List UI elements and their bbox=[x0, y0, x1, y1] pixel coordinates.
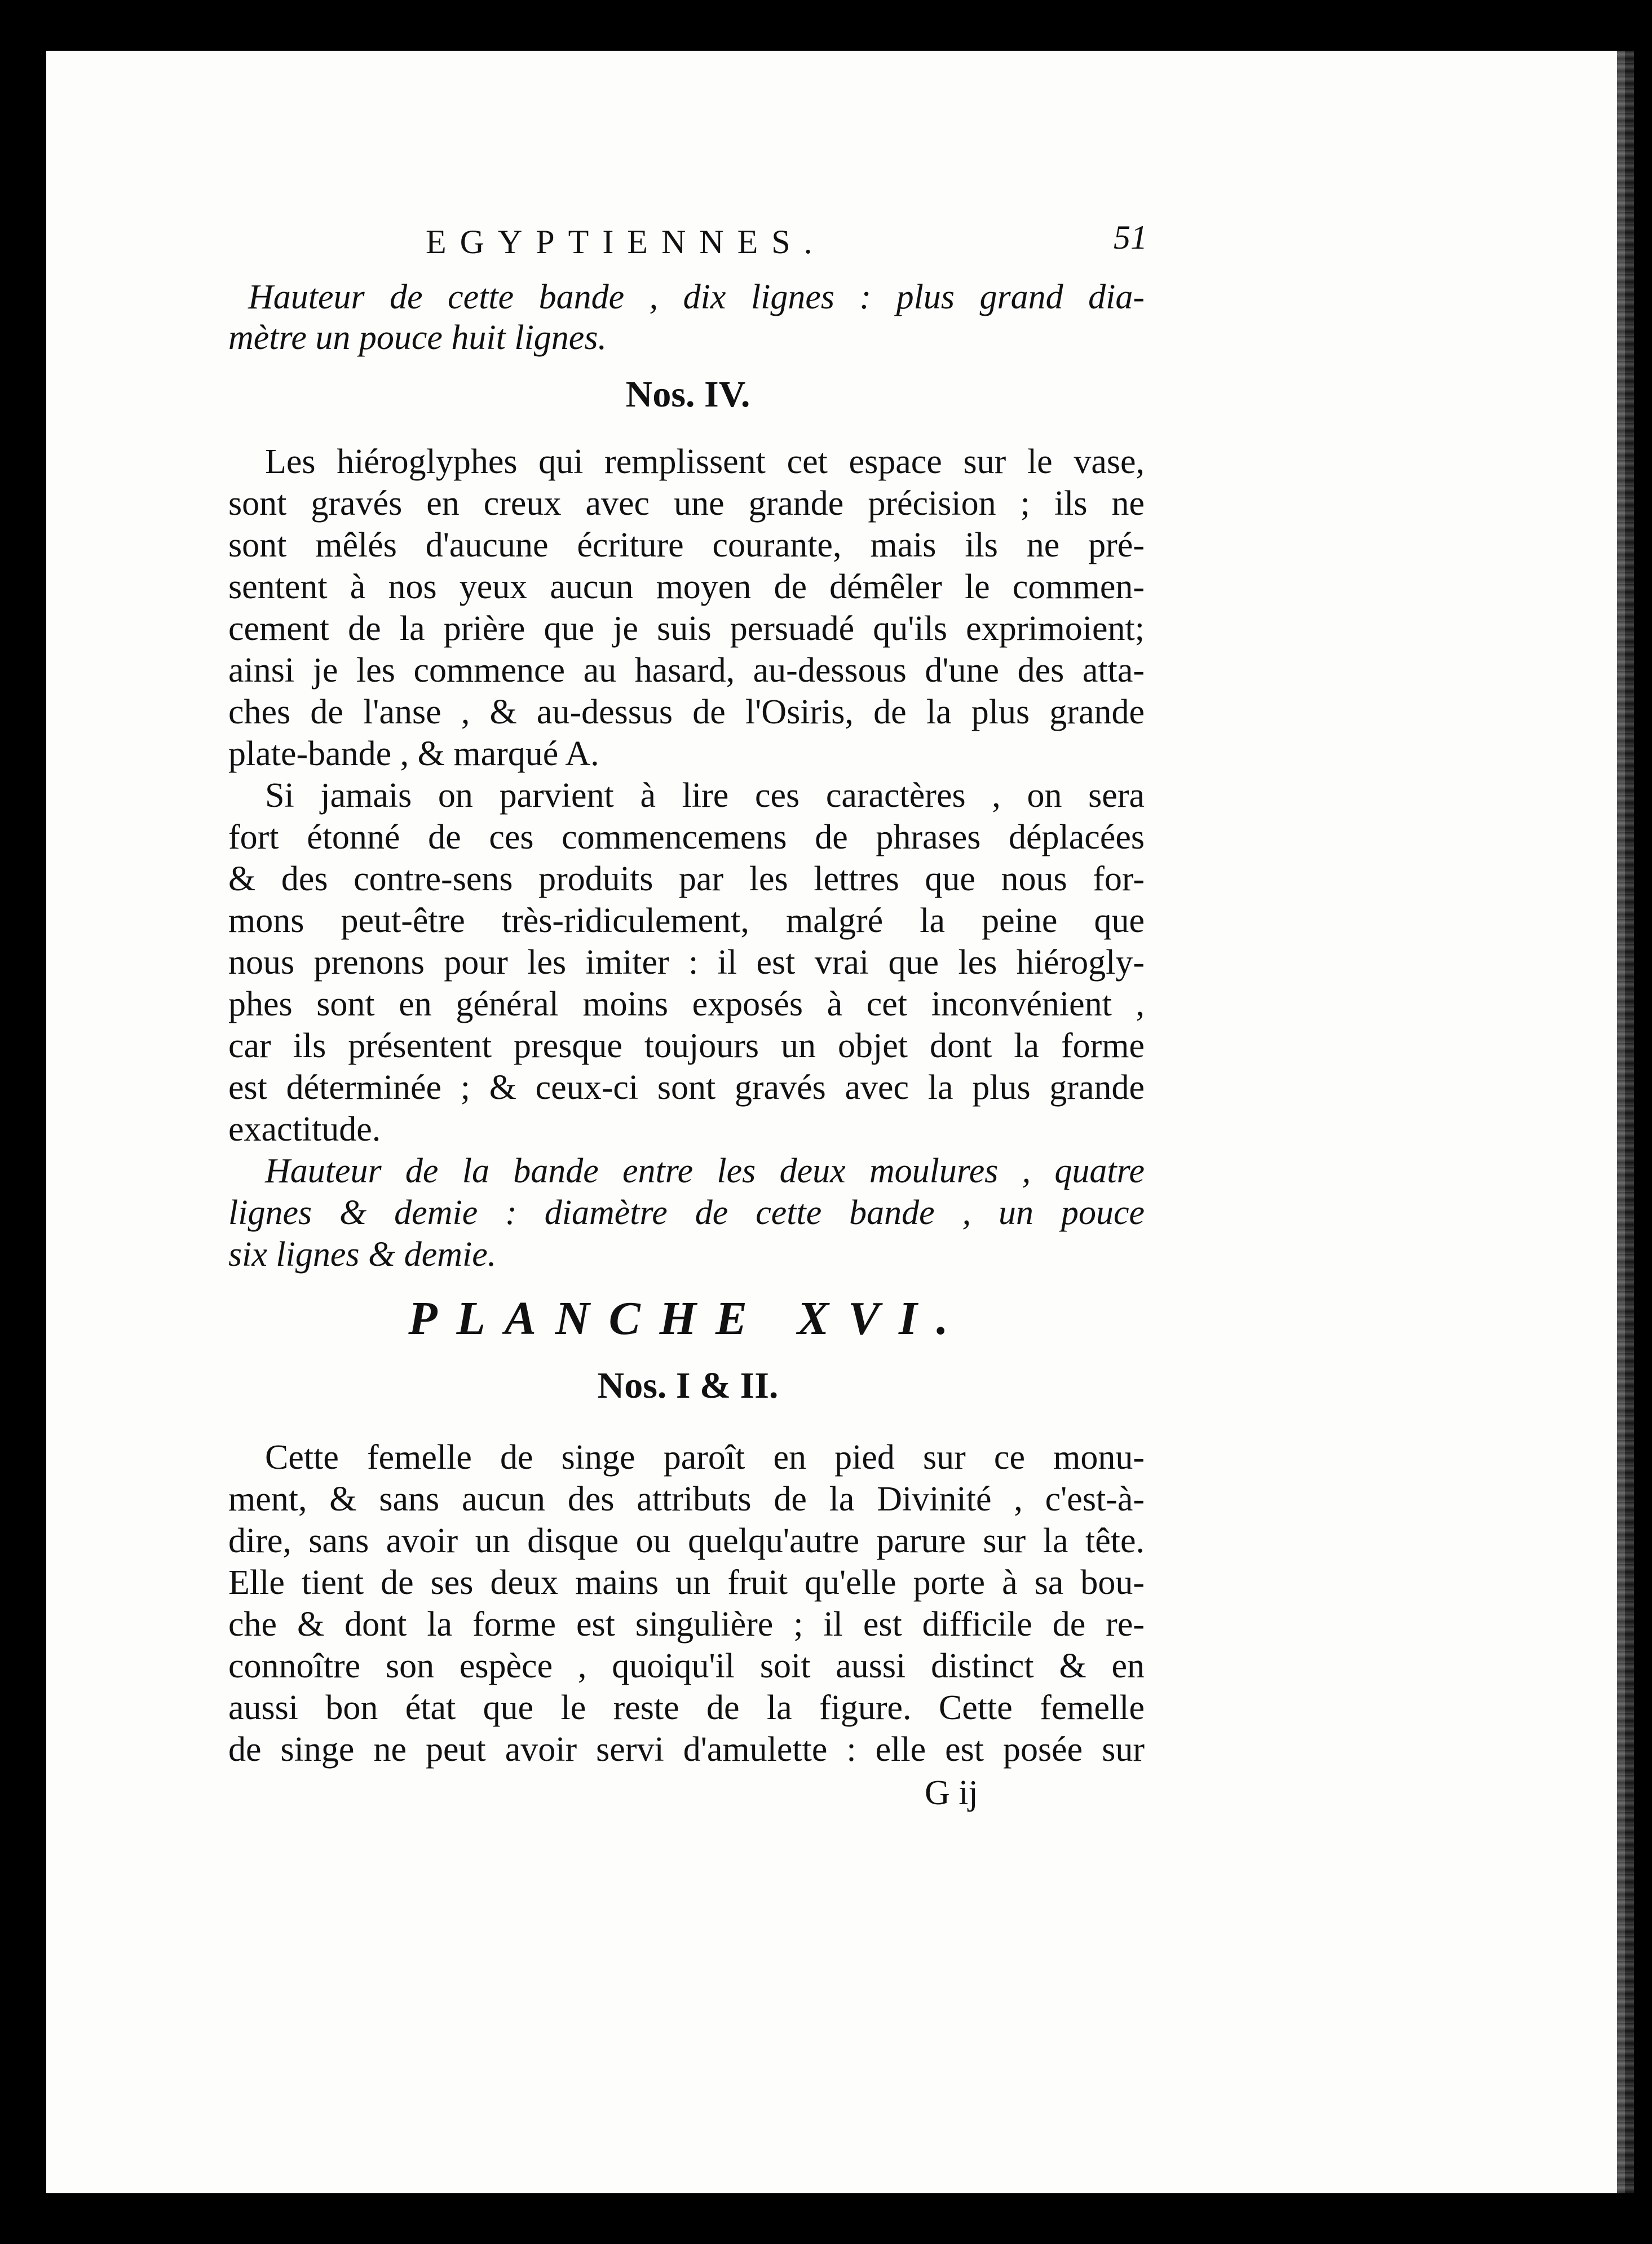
section-heading: Nos. I & II. bbox=[597, 1365, 779, 1406]
plate-title: PLANCHE XVI. bbox=[408, 1292, 968, 1345]
text-line: phes sont en général moins exposés à cet inconvénient , bbox=[228, 985, 1145, 1023]
text-line: ment, & sans aucun des attributs de la Divinité , c'est-à- bbox=[228, 1480, 1145, 1518]
text-line: nous prenons pour les imiter : il est vrai que les hiérogly- bbox=[228, 943, 1145, 982]
page-edge-shadow bbox=[1617, 51, 1634, 2193]
text-line: connoître son espèce , quoiqu'il soit aussi distinct & en bbox=[228, 1647, 1145, 1685]
text-line: sentent à nos yeux aucun moyen de démêler le commen- bbox=[228, 568, 1145, 606]
text-line: car ils présentent presque toujours un objet dont la forme bbox=[228, 1027, 1145, 1065]
page-number: 51 bbox=[1114, 219, 1147, 256]
text-line: exactitude. bbox=[228, 1110, 381, 1148]
section-heading: Nos. IV. bbox=[625, 374, 750, 415]
text-line: Hauteur de cette bande , dix lignes : plus grand dia- bbox=[248, 278, 1145, 316]
text-line: Hauteur de la bande entre les deux moulures , quatre bbox=[265, 1152, 1145, 1190]
text-line: & des contre-sens produits par les lettres que nous for- bbox=[228, 860, 1145, 898]
running-title: EGYPTIENNES. bbox=[426, 223, 826, 260]
text-line: lignes & demie : diamètre de cette bande , un pouce bbox=[228, 1194, 1145, 1232]
running-header bbox=[228, 219, 1147, 279]
text-line: che & dont la forme est singulière ; il est difficile de re- bbox=[228, 1605, 1145, 1644]
text-line: mons peut-être très-ridiculement, malgré la peine que bbox=[228, 902, 1145, 940]
text-line: mètre un pouce huit lignes. bbox=[228, 319, 607, 357]
signature-mark: G ij bbox=[925, 1774, 978, 1812]
text-line: aussi bon état que le reste de la figure. Cette femelle bbox=[228, 1689, 1145, 1727]
text-line: six lignes & demie. bbox=[228, 1235, 497, 1274]
text-line: cement de la prière que je suis persuadé qu'ils exprimoient; bbox=[228, 609, 1145, 648]
text-line: sont gravés en creux avec une grande précision ; ils ne bbox=[228, 484, 1145, 523]
text-line: Cette femelle de singe paroît en pied sur ce monu- bbox=[265, 1438, 1145, 1477]
text-line: de singe ne peut avoir servi d'amulette : elle est posée sur bbox=[228, 1730, 1145, 1769]
text-line: ainsi je les commence au hasard, au-dessous d'une des atta- bbox=[228, 651, 1145, 690]
text-line: Elle tient de ses deux mains un fruit qu'elle porte à sa bou- bbox=[228, 1563, 1145, 1602]
text-line: est déterminée ; & ceux-ci sont gravés avec la plus grande bbox=[228, 1068, 1145, 1107]
text-line: Les hiéroglyphes qui remplissent cet espace sur le vase, bbox=[265, 443, 1145, 481]
text-line: fort étonné de ces commencemens de phrases déplacées bbox=[228, 818, 1145, 856]
text-line: dire, sans avoir un disque ou quelqu'autre parure sur la tête. bbox=[228, 1522, 1145, 1560]
text-line: ches de l'anse , & au-dessus de l'Osiris, de la plus grande bbox=[228, 693, 1145, 731]
text-line: sont mêlés d'aucune écriture courante, mais ils ne pré- bbox=[228, 526, 1145, 564]
text-line: Si jamais on parvient à lire ces caractères , on sera bbox=[265, 776, 1145, 815]
text-line: plate-bande , & marqué A. bbox=[228, 735, 599, 773]
